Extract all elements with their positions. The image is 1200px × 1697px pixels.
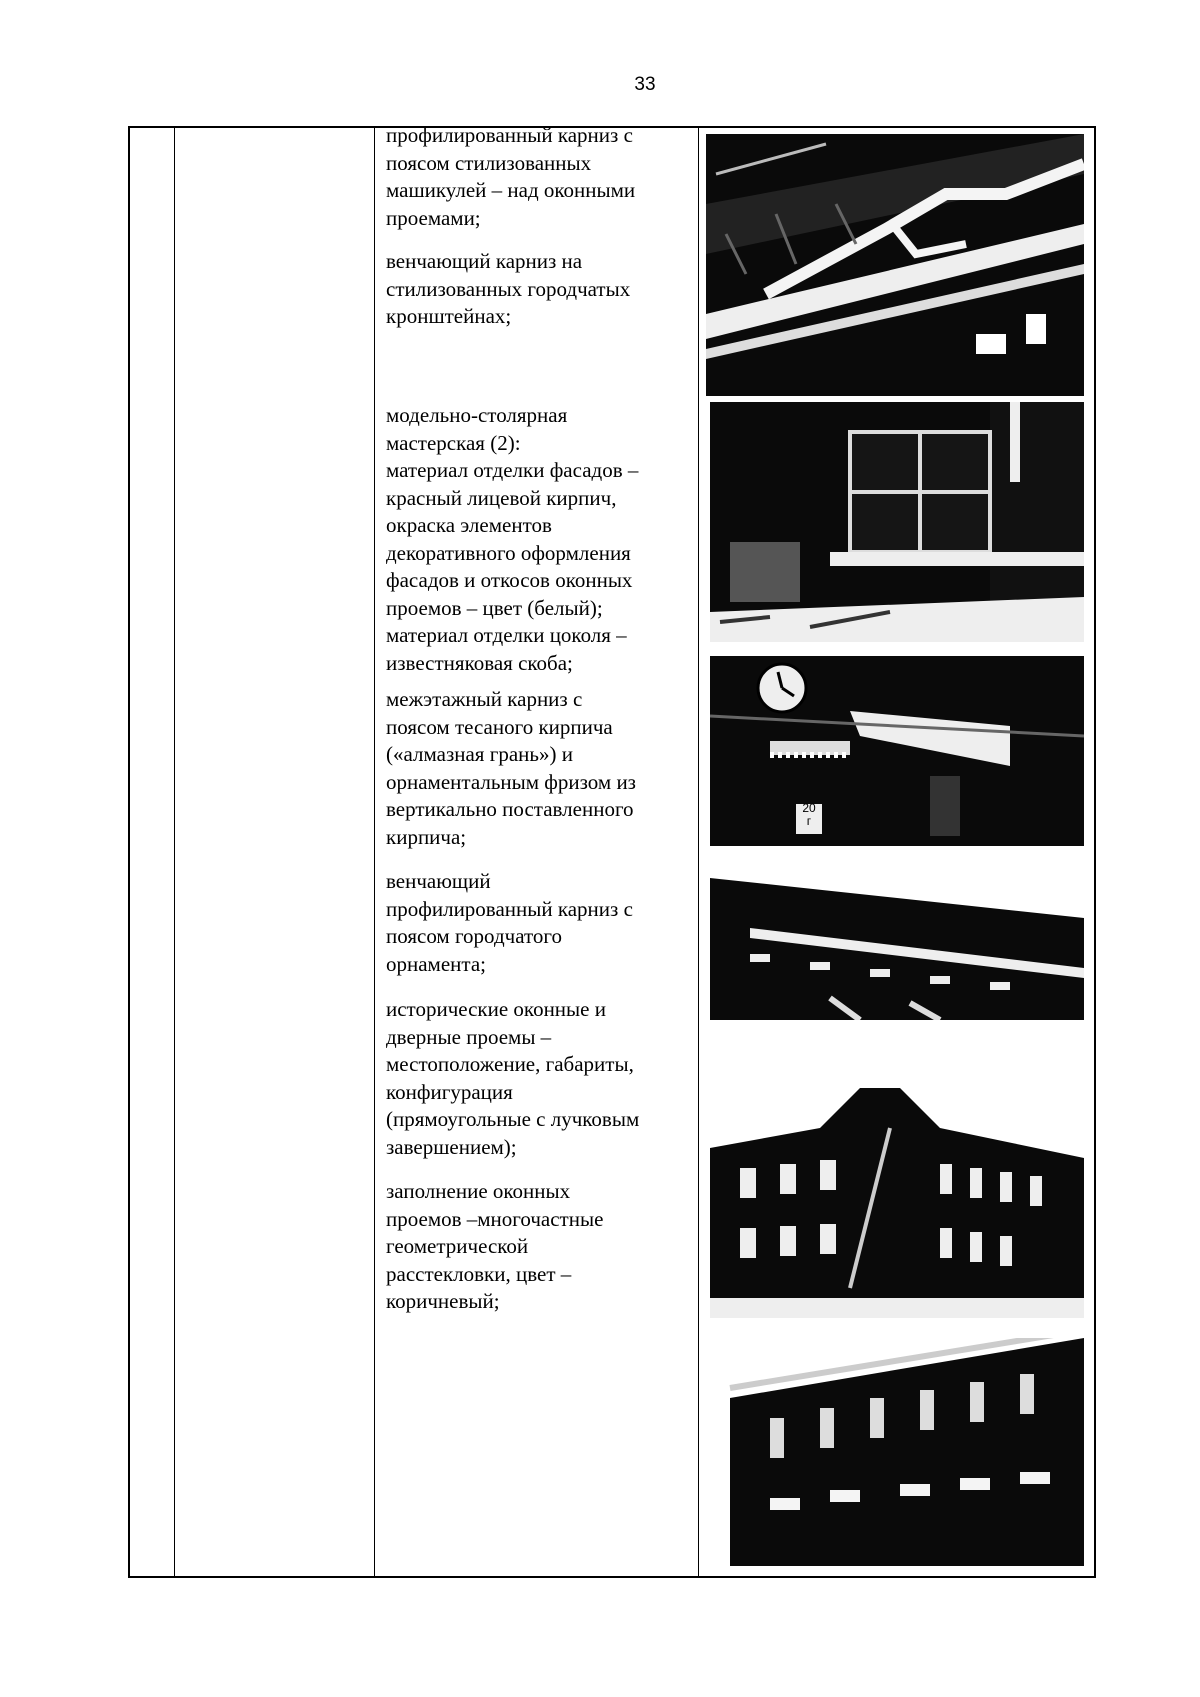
photo-building-openings bbox=[710, 1088, 1084, 1318]
paragraph-cornice-machicolations: профилированный карниз с поясом стилизованных машикулей – над оконными проемами; bbox=[386, 123, 636, 230]
heritage-table bbox=[128, 123, 1096, 1578]
photo-sign-text: 20 г bbox=[802, 801, 816, 828]
column-divider bbox=[174, 128, 175, 1576]
photo-workshop-facade bbox=[710, 402, 1084, 642]
photo-building-windows bbox=[710, 1338, 1084, 1566]
paragraph-interfloor-cornice: межэтажный карниз с поясом тесаного кирпича («алмазная грань») и орнаментальным фризом из вертикально поставленного кирпича; bbox=[386, 687, 636, 849]
column-divider bbox=[698, 128, 699, 1576]
photo-crowning-cornice bbox=[710, 858, 1084, 1020]
page-number: 33 bbox=[634, 74, 656, 95]
photo-interfloor-cornice-clock bbox=[710, 656, 1084, 846]
paragraph-crowning-cornice-ornament: венчающий профилированный карниз с поясом городчатого орнамента; bbox=[386, 869, 633, 976]
paragraph-crowning-cornice-brackets: венчающий карниз на стилизованных городчатых кронштейнах; bbox=[386, 249, 631, 328]
photo-cornice-machicolations bbox=[706, 134, 1084, 396]
paragraph-window-door-openings: исторические оконные и дверные проемы – местоположение, габариты, конфигурация (прямоугольные с лучковым завершением); bbox=[386, 997, 640, 1159]
paragraph-workshop-materials: модельно-столярная мастерская (2): материал отделки фасадов – красный лицевой кирпич, окраска элементов декоративного оформления фасадов и откосов оконных проемов – цвет (белый); материал отделки цоколя – известняковая скоба; bbox=[386, 403, 639, 675]
paragraph-window-fillings: заполнение оконных проемов –многочастные геометрической расстекловки, цвет – коричневый; bbox=[386, 1179, 604, 1313]
column-divider bbox=[374, 128, 375, 1576]
